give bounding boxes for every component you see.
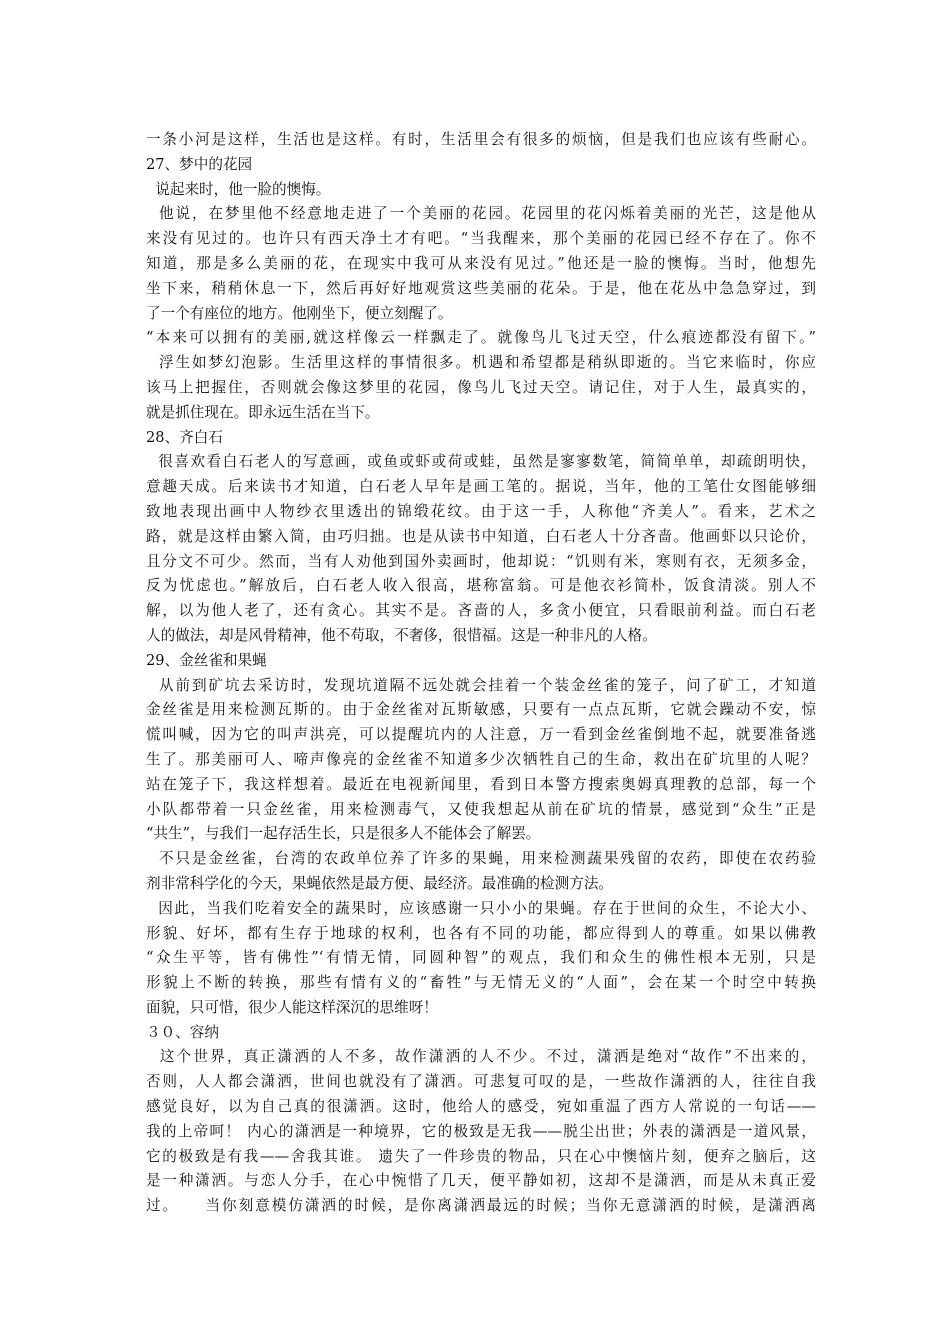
document-page: [146, 128, 816, 1219]
text-line: 且分文不可少。然而，当有人劝他到国外卖画时，他却说：“饥则有米，寒则有衣，无须多金，: [146, 552, 816, 570]
text-line: “共生”，与我们一起存活生长，只是很多人不能体会了解罢。: [146, 825, 541, 843]
text-line: 金丝雀是用来检测瓦斯的。由于金丝雀对瓦斯敏感，只要有一点点瓦斯，它就会躁动不安，惊: [146, 701, 816, 719]
text-line: 意趣天成。后来读书才知道，白石老人早年是画工笔的。据说，当年，他的工笔仕女图能够细: [146, 478, 816, 496]
text-line: 是一种潇洒。与恋人分手，在心中惋惜了几天，便平静如初，这却不是潇洒，而是从未真正爱: [146, 1172, 816, 1190]
text-line: 从前到矿坑去采访时，发现坑道隔不远处就会挂着一个装金丝雀的笼子，问了矿工，才知道: [146, 676, 816, 694]
text-line: 面貌，只可惜，很少人能这样深沉的思维呀！: [146, 998, 438, 1016]
text-line: 小队都带着一只金丝雀，用来检测毒气，又使我想起从前在矿坑的情景，感觉到“众生”正是: [146, 800, 816, 818]
text-line: 知道，那是多么美丽的花，在现实中我可从来没有见过。”他还是一脸的懊悔。当时，他想先: [146, 254, 816, 272]
text-line: “本来可以拥有的美丽,就这样像云一样飘走了。就像鸟儿飞过天空，什么痕迹都没有留下。”: [146, 329, 816, 347]
text-line: 否则，人人都会潇洒，世间也就没有了潇洒。可悲复可叹的是，一些故作潇洒的人，往往自我: [146, 1073, 816, 1091]
text-line: 我的上帝呵！ 内心的潇洒是一种境界，它的极致是无我——脱尘出世；外表的潇洒是一道风景，: [146, 1122, 816, 1140]
text-line: 它的极致是有我——舍我其谁。 遗失了一件珍贵的物品，只在心中懊恼片刻，便弃之脑后，这: [146, 1147, 816, 1165]
text-line: 因此，当我们吃着安全的蔬果时，应该感谢一只小小的果蝇。存在于世间的众生，不论大小、: [146, 899, 816, 917]
section-heading: 27、梦中的花园: [146, 155, 253, 173]
text-line: 反为忧虑也。”解放后，白石老人收入很高，堪称富翁。可是他衣衫简朴，饭食清淡。别人不: [146, 577, 816, 595]
text-line: 致地表现出画中人物纱衣里透出的锦缎花纹。由于这一手，人称他“齐美人”。看来，艺术之: [146, 502, 816, 520]
section-heading: 29、金丝雀和果蝇: [146, 651, 267, 669]
text-line: 解，以为他人老了，还有贪心。其实不是。吝啬的人，多贪小便宜，只看眼前利益。而白石老: [146, 602, 816, 620]
text-line: 感觉良好，以为自己真的很潇洒。这时，他给人的感受，宛如重温了西方人常说的一句话——: [146, 1098, 816, 1116]
text-line: 生了。那美丽可人、啼声像亮的金丝雀不知道多少次牺牲自己的生命，救出在矿坑里的人呢？: [146, 750, 816, 768]
text-line: 了一个有座位的地方。他刚坐下，便立刻醒了。: [146, 304, 453, 322]
text-line: 形貌、好坏，都有生存于地球的权利，也各有不同的功能，都应得到人的尊重。如果以佛教: [146, 924, 816, 942]
text-line: 浮生如梦幻泡影。生活里这样的事情很多。机遇和希望都是稍纵即逝的。当它来临时，你应: [146, 354, 816, 372]
text-line: 说起来时，他一脸的懊悔。: [146, 180, 331, 198]
text-line: 该马上把握住，否则就会像这梦里的花园，像鸟儿飞过天空。请记住，对于人生，最真实的，: [146, 378, 816, 396]
text-line: 就是抓住现在。即永远生活在当下。: [146, 403, 380, 421]
text-line: 他说，在梦里他不经意地走进了一个美丽的花园。花园里的花闪烁着美丽的光芒，这是他从: [146, 205, 816, 223]
text-line: 不只是金丝雀，台湾的农政单位养了许多的果蝇，用来检测蔬果残留的农药，即使在农药验: [146, 850, 816, 868]
text-line: 形貌上不断的转换，那些有情有义的“畜牲”与无情无义的“人面”，会在某一个时空中转换: [146, 974, 816, 992]
text-line: 一条小河是这样，生活也是这样。有时，生活里会有很多的烦恼，但是我们也应该有些耐心。: [146, 131, 816, 148]
text-line: 来没有见过的。也许只有西天净土才有吧。“当我醒来，那个美丽的花园已经不存在了。你不: [146, 230, 816, 248]
text-line: 很喜欢看白石老人的写意画，或鱼或虾或荷或蛙，虽然是寥寥数笔，简简单单，却疏朗明快，: [146, 453, 816, 471]
text-line: 剂非常科学化的今天，果蝇依然是最方便、最经济。最准确的检测方法。: [146, 874, 614, 892]
section-heading: ３０、容纳: [146, 1023, 219, 1041]
text-line: 站在笼子下，我这样想着。最近在电视新闻里，看到日本警方搜索奥姆真理教的总部，每一个: [146, 775, 816, 793]
text-line: 坐下来，稍稍休息一下，然后再好好地观赏这些美丽的花朵。于是，他在花丛中急急穿过，到: [146, 279, 816, 297]
text-line: 这个世界，真正潇洒的人不多，故作潇洒的人不少。不过，潇洒是绝对“故作”不出来的，: [146, 1048, 816, 1066]
text-line: 过。 当你刻意模仿潇洒的时候，是你离潇洒最远的时候；当你无意潇洒的时候，是潇洒离: [146, 1197, 816, 1215]
section-heading: 28、齐白石: [146, 428, 223, 446]
text-line: “众生平等，皆有佛性”‘有情无情，同圆种智”的观点，我们和众生的佛性根本无别，只是: [146, 949, 816, 967]
text-line: 慌叫喊，因为它的叫声洪亮，可以提醒坑内的人注意，万一看到金丝雀倒地不起，就要准备逃: [146, 726, 816, 744]
text-line: 人的做法，却是风骨精神，他不苟取，不奢侈，很惜福。这是一种非凡的人格。: [146, 626, 657, 644]
text-line: 路，就是这样由繁入简，由巧归拙。也是从读书中知道，白石老人十分吝啬。他画虾以只论价，: [146, 527, 816, 545]
